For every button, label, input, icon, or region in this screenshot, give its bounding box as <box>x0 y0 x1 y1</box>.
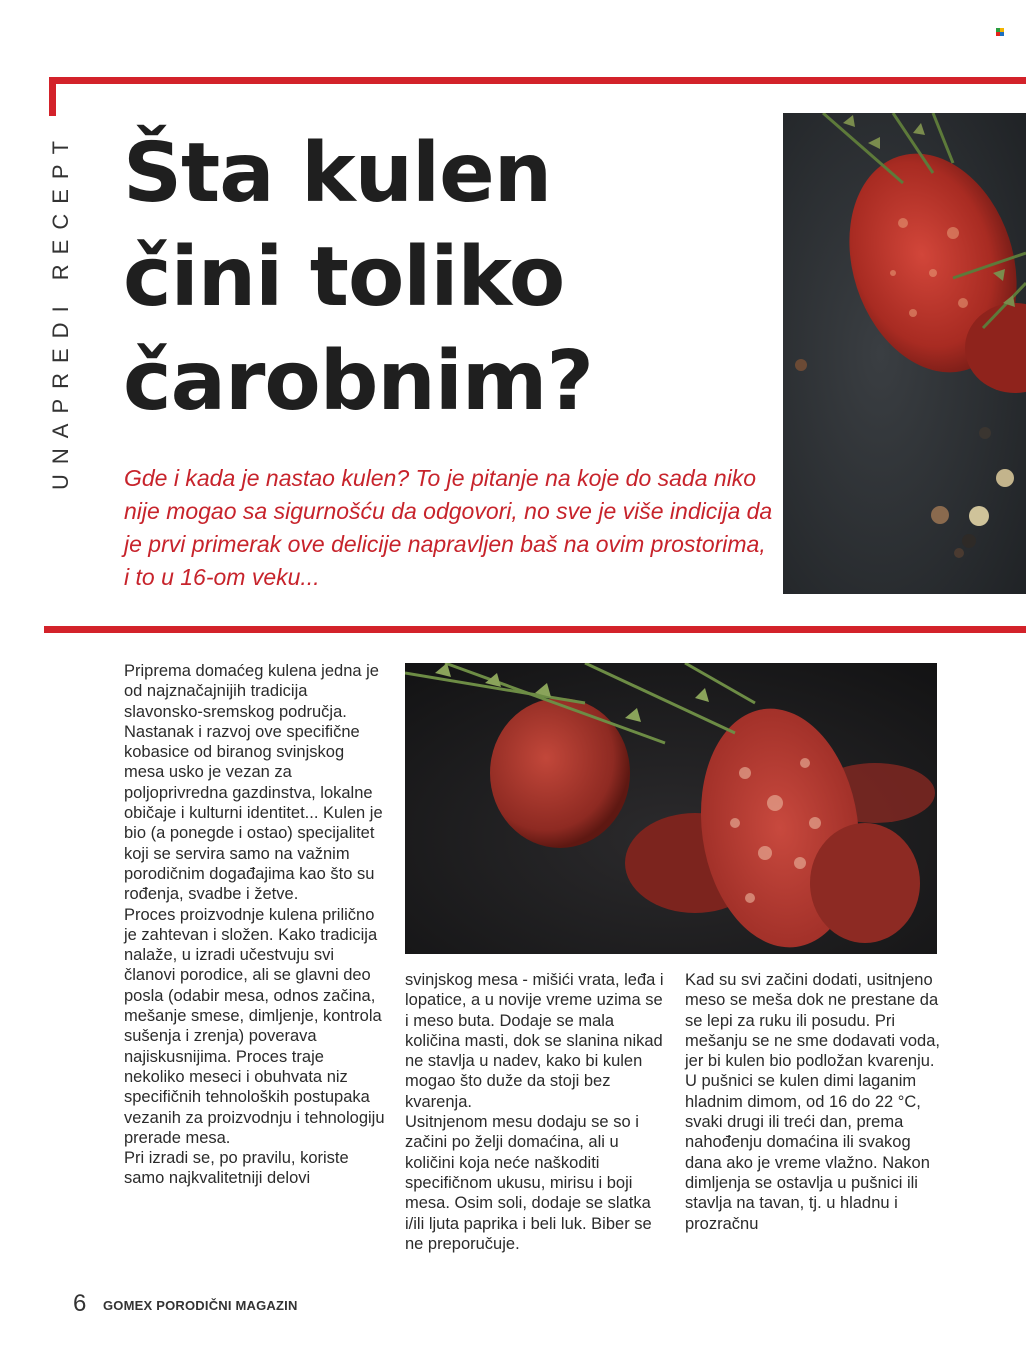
kulen-slices-photo <box>405 663 937 954</box>
body-column-3 <box>685 970 945 1234</box>
red-frame-top-rule <box>49 77 1026 84</box>
body-paragraph: Kad su svi začini dodati, usitnjeno meso se meša dok ne prestane da se lepi za ruku ili posudu. Pri mešanju se ne sme dodavati voda, jer bi kulen bio podložan kvarenju. U pušnici se kulen dimi laganim hladnim dimom, od 16 do 22 °C, svaki drugi ili treći dan, prema nahođenju domaćina ili svakog dana ako je vreme vlažno. Nakon dimljenja se ostavlja u pušnici ili stavlja na tavan, tj. u hladnu i prozračnu <box>685 971 940 1233</box>
body-column-2 <box>405 970 667 1254</box>
article-lead: Gde i kada je nastao kulen? To je pitanje na koje do sada niko nije mogao sa sigurnošću da odgovori, no sve je više indicija da je prvi primerak ove delicije napravljen baš na ovim prostorima, i to u 16-om veku... <box>124 465 773 590</box>
section-label: UNAPREDI RECEPT <box>48 130 73 490</box>
magazine-name: GOMEX PORODIČNI MAGAZIN <box>103 1298 298 1313</box>
red-frame-left-rule <box>49 77 56 116</box>
headline-line-3: čarobnim? <box>123 334 593 429</box>
kulen-rosemary-slate-photo <box>783 113 1026 594</box>
body-paragraph: Priprema domaćeg kulena jedna je od najznačajnijih tradicija slavonsko-sremskog područja. Nastanak i razvoj ove specifične kobasice od biranog svinjskog mesa usko je vezan za poljoprivredna gazdinstva, lokalne običaje i kulturni identitet... Kulen je bio (a ponegde i ostao) specijalitet koji se servira samo na važnim porodičnim događajima kao što su rođenja, svadbe i žetve. <box>124 662 383 904</box>
page-number: 6 <box>73 1290 87 1317</box>
body-paragraph: Usitnjenom mesu dodaju se so i začini po želji domaćina, ali u količini koja neće naškoditi specifičnom ukusu, mirisu i boji mesa. Osim soli, dodaje se slatka i/ili ljuta paprika i beli luk. Biber se ne preporučuje. <box>405 1113 652 1253</box>
headline-line-1: Šta kulen <box>123 126 552 221</box>
brand-logo-mark <box>996 28 1006 38</box>
body-column-1 <box>124 661 386 1189</box>
red-frame-bottom-rule <box>44 626 1026 633</box>
body-paragraph: svinjskog mesa - mišići vrata, leđa i lopatice, a u novije vreme uzima se i meso buta. Dodaje se mala količina masti, dok se slanina nikad ne stavlja u nadev, kako bi kulen mogao što duže da stoji bez kvarenja. <box>405 971 664 1111</box>
article-headline <box>123 122 773 434</box>
headline-line-2: čini toliko <box>123 230 565 325</box>
body-paragraph: Proces proizvodnje kulena prilično je zahtevan i složen. Kako tradicija nalaže, u izradi učestvuju svi članovi porodice, ali se glavni deo posla (odabir mesa, odnos začina, mešanje smese, dimljenje, kontrola sušenja i zrenja) poverava najiskusnijima. Proces traje nekoliko meseci i obuhvata niz specifičnih tehnoloških postupaka vezanih za proizvodnju i tehnologiju prerade mesa. <box>124 905 385 1147</box>
body-paragraph: Pri izradi se, po pravilu, koriste samo najkvalitetniji delovi <box>124 1149 349 1188</box>
